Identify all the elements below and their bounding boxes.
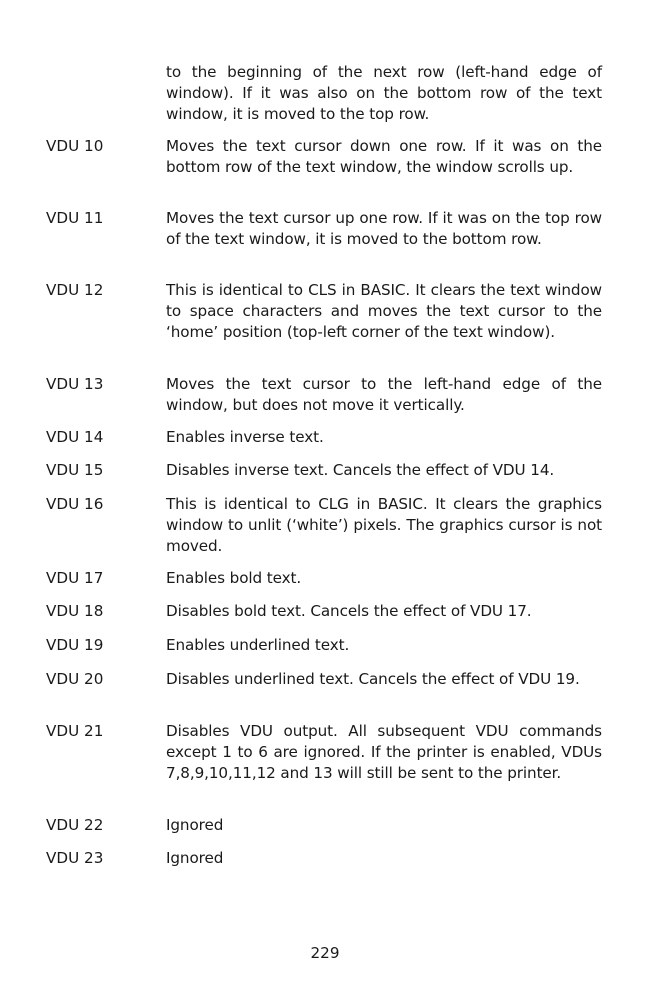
vdu-code: VDU 23 (46, 849, 104, 867)
vdu-description: Enables bold text. (166, 569, 302, 587)
vdu-description: Ignored (166, 816, 224, 834)
vdu-code: VDU 11 (46, 209, 104, 227)
vdu-code: VDU 14 (46, 428, 104, 446)
page-number: 229 (310, 944, 340, 962)
vdu-code: VDU 16 (46, 495, 104, 513)
vdu-description: Moves the text cursor down one row. If it was on the bottom row of the text window, the window scrolls up. (166, 137, 602, 176)
vdu-code: VDU 18 (46, 602, 104, 620)
vdu-description: Disables VDU output. All subsequent VDU commands except 1 to 6 are ignored. If the printer is enabled, VDUs 7,8,9,10,11,12 and 13 will still be sent to the printer. (166, 722, 602, 782)
vdu-code: VDU 20 (46, 670, 104, 688)
vdu-description: Disables underlined text. Cancels the effect of VDU 19. (166, 670, 580, 688)
continued-description: to the beginning of the next row (left-hand edge of window). If it was also on the bottom row of the text window, it is moved to the top row. (166, 63, 602, 123)
vdu-code: VDU 17 (46, 569, 104, 587)
vdu-code: VDU 15 (46, 461, 104, 479)
vdu-description: Moves the text cursor to the left-hand edge of the window, but does not move it vertically. (166, 375, 602, 414)
vdu-description: This is identical to CLS in BASIC. It clears the text window to space characters and moves the text cursor to the ‘home’ position (top-left corner of the text window). (166, 281, 602, 341)
vdu-code: VDU 13 (46, 375, 104, 393)
vdu-code: VDU 19 (46, 636, 104, 654)
vdu-code: VDU 21 (46, 722, 104, 740)
vdu-code: VDU 10 (46, 137, 104, 155)
vdu-description: Enables inverse text. (166, 428, 324, 446)
vdu-description: Enables underlined text. (166, 636, 350, 654)
vdu-code: VDU 22 (46, 816, 104, 834)
vdu-description: This is identical to CLG in BASIC. It clears the graphics window to unlit (‘white’) pixels. The graphics cursor is not moved. (166, 495, 602, 555)
vdu-description: Disables bold text. Cancels the effect of VDU 17. (166, 602, 532, 620)
vdu-description: Moves the text cursor up one row. If it was on the top row of the text window, it is moved to the bottom row. (166, 209, 602, 248)
vdu-code: VDU 12 (46, 281, 104, 299)
vdu-description: Ignored (166, 849, 224, 867)
vdu-description: Disables inverse text. Cancels the effect of VDU 14. (166, 461, 555, 479)
